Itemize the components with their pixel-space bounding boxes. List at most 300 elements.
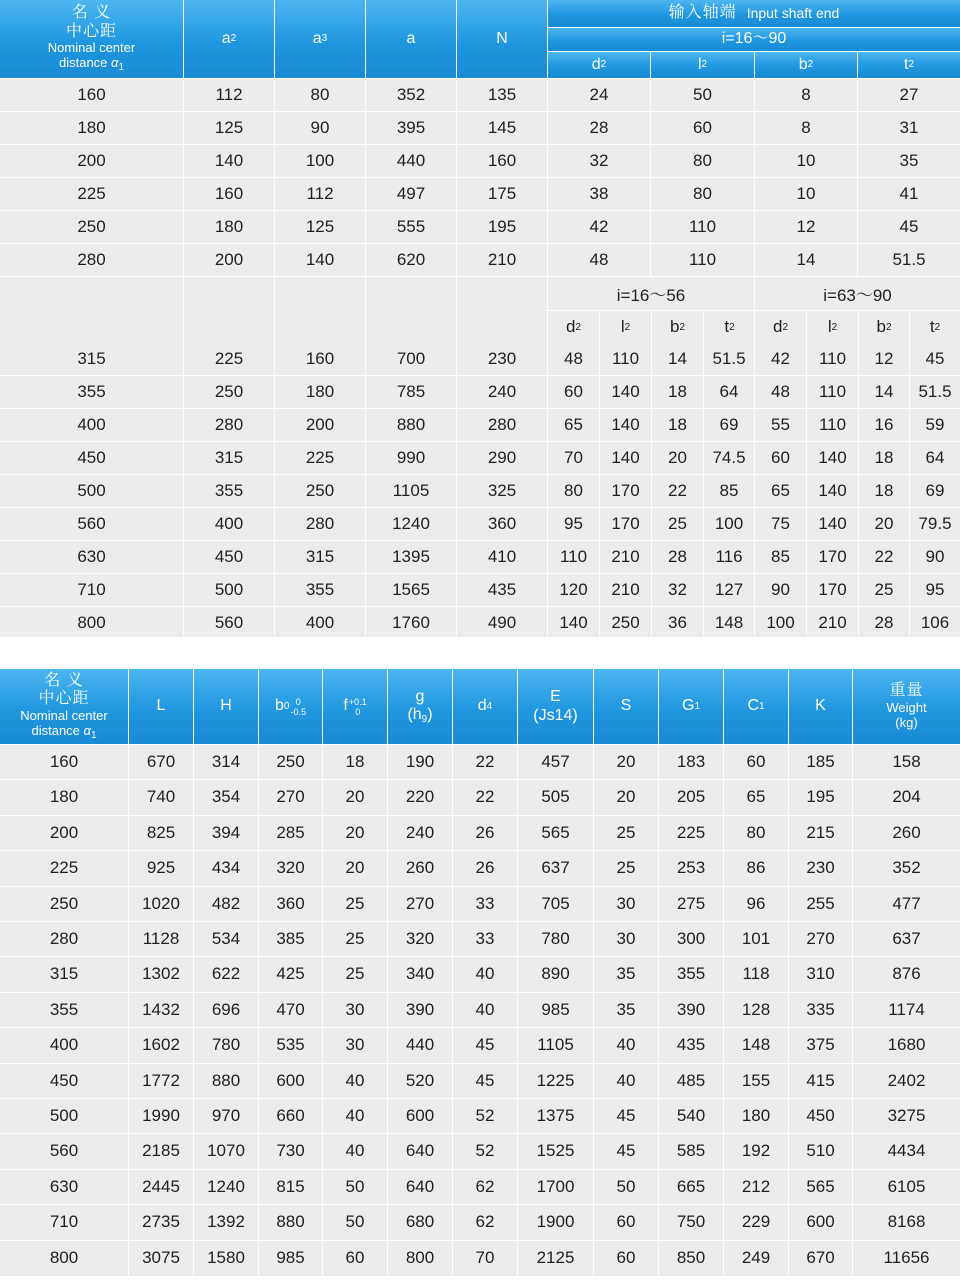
table2-cell: 2125 (536, 1248, 575, 1267)
grid-hline (0, 1063, 960, 1064)
table2-cell: 640 (405, 1177, 435, 1196)
table1-cell: 59 (925, 415, 945, 434)
table1-cell: 28 (668, 547, 687, 566)
table1-cell: 148 (714, 613, 744, 632)
table2-cell: 45 (475, 1035, 495, 1054)
table2-cell: 40 (616, 1071, 636, 1090)
table2-cell: 148 (741, 1035, 771, 1054)
alpha-sub: 1 (118, 62, 125, 74)
table1-cell: 80 (693, 184, 712, 203)
table1-cell: 100 (305, 151, 335, 170)
table1-cell: 48 (589, 250, 609, 269)
table2-cell: 565 (806, 1177, 835, 1196)
table1-cell: 112 (215, 85, 243, 104)
table1-cell: 8 (801, 118, 811, 137)
table2-cell: 780 (211, 1035, 241, 1054)
grid-vline (857, 79, 858, 277)
table2-cell: 534 (211, 929, 241, 948)
ratio-low-label (548, 277, 754, 310)
table2-cell: 270 (405, 894, 435, 913)
table1-cell: 70 (564, 448, 583, 467)
header-b2-sub: 2 (807, 59, 814, 71)
table1-cell: 355 (77, 382, 106, 401)
t2-g-tol-sub: 9 (421, 713, 428, 725)
table2-cell: 249 (741, 1248, 771, 1267)
ratio-low-text: i=16～56 (616, 286, 686, 305)
table2-cell: 40 (345, 1106, 365, 1125)
table1-cell: 250 (214, 382, 244, 401)
sub-t2-low-text: t (724, 317, 730, 336)
table2-cell: 394 (211, 823, 241, 842)
table1-cell: 110 (818, 382, 847, 401)
grid-hline (0, 210, 960, 211)
table1-cell: 79.5 (918, 514, 952, 533)
table2-cell: 275 (676, 894, 706, 913)
table2-cell: 2735 (142, 1212, 180, 1231)
table1-cell: 175 (487, 184, 517, 203)
table1-cell: 210 (487, 250, 517, 269)
ratio-high-label (755, 277, 960, 310)
table1-cell: 35 (899, 151, 919, 170)
sub-l2-low-text: l (620, 317, 625, 336)
table2-cell: 40 (475, 964, 495, 983)
table1-cell: 200 (77, 151, 106, 170)
sub-t2-low-sub: 2 (729, 321, 735, 333)
table1-cell: 315 (305, 547, 335, 566)
grid-vline (858, 310, 859, 637)
table2-cell: 35 (616, 1000, 636, 1019)
table1-cell: 140 (611, 382, 640, 401)
table1-cell: 85 (719, 481, 739, 500)
sub-d2-low-text: d (565, 317, 576, 336)
table2-cell: 2402 (887, 1071, 926, 1090)
grid-vline (183, 79, 184, 637)
header-ratio-all-text: i=16～90 (721, 30, 787, 48)
grid-hline (0, 540, 960, 541)
sub-b2-high-sub: 2 (885, 321, 892, 333)
table1-cell: 25 (668, 514, 687, 533)
t2-alpha-symbol: α (83, 722, 91, 738)
grid-hline (0, 992, 960, 993)
table1-cell: 10 (796, 184, 816, 203)
t2-header-C1 (724, 669, 788, 744)
table2-cell: 25 (616, 823, 636, 842)
table1-cell: 140 (818, 514, 847, 533)
header-N (457, 0, 547, 78)
table2-cell: 86 (746, 858, 766, 877)
t2-header-weight-unit: (kg) (895, 714, 918, 730)
table2-cell: 390 (676, 1000, 706, 1019)
table1-cell: 500 (77, 481, 106, 500)
table2-cell: 212 (741, 1177, 771, 1196)
table2-cell: 8168 (887, 1212, 926, 1231)
table1-cell: 180 (77, 118, 106, 137)
table1-cell: 1105 (392, 481, 430, 500)
table2-cell: 385 (276, 929, 305, 948)
table2-cell: 285 (276, 823, 305, 842)
table1-cell: 785 (396, 382, 426, 401)
table2-cell: 1432 (142, 1000, 180, 1019)
sub-t2-high (910, 311, 960, 343)
table1-cell: 1240 (392, 514, 430, 533)
table1-cell: 240 (487, 382, 517, 401)
table2-cell: 128 (741, 1000, 771, 1019)
table2-cell: 20 (345, 858, 365, 877)
table2-cell: 585 (676, 1141, 706, 1160)
table2-cell: 22 (475, 787, 495, 806)
table1-cell: 55 (771, 415, 790, 434)
table1-cell: 200 (214, 250, 244, 269)
table2-cell: 440 (405, 1035, 435, 1054)
table2-cell: 1900 (536, 1212, 575, 1231)
header-center-en2-text: distance (58, 55, 108, 71)
header-a2 (184, 0, 274, 78)
t2-header-H (194, 669, 258, 744)
sub-b2-high-text: b (876, 317, 886, 336)
table1-cell: 450 (77, 448, 106, 467)
sub-b2-low-sub: 2 (679, 321, 686, 333)
grid-hline (0, 408, 960, 409)
t2-header-g (388, 669, 452, 744)
table1-cell: 315 (77, 349, 106, 368)
table1-cell: 116 (715, 547, 743, 566)
table2-cell: 1680 (887, 1035, 926, 1054)
sub-l2-high-sub: 2 (831, 321, 838, 333)
t2-header-f0-tolerance (349, 697, 367, 717)
table2-cell: 205 (676, 787, 706, 806)
table2-cell: 30 (345, 1000, 365, 1019)
table1-cell: 410 (487, 547, 517, 566)
table2-cell: 2445 (142, 1177, 180, 1196)
header-center-cn2: 中心距 (65, 22, 117, 40)
table2-cell: 637 (892, 929, 921, 948)
table2-cell: 200 (49, 823, 79, 842)
grid-hline (0, 144, 960, 145)
header-center-en1: Nominal center (47, 40, 136, 56)
table1-cell: 280 (214, 415, 244, 434)
table1-cell: 250 (305, 481, 335, 500)
grid-hline (0, 886, 960, 887)
table2-cell: 310 (806, 964, 835, 983)
table2-cell: 970 (211, 1106, 241, 1125)
table1-cell: 69 (719, 415, 739, 434)
table1-cell: 14 (874, 382, 894, 401)
table2-cell: 33 (475, 894, 495, 913)
table2-cell: 1070 (207, 1141, 245, 1160)
table1-cell: 42 (771, 349, 790, 368)
grid-hline (0, 606, 960, 607)
grid-vline (452, 745, 453, 1276)
table2-cell: 500 (49, 1106, 79, 1125)
table1-cell: 18 (668, 382, 687, 401)
table1-cell: 145 (487, 118, 517, 137)
table1-cell: 31 (899, 118, 919, 137)
table1-cell: 10 (796, 151, 816, 170)
table2-cell: 540 (676, 1106, 706, 1125)
table1-cell: 140 (611, 415, 640, 434)
header-a-text: a (406, 29, 416, 47)
header-t2-sub: 2 (908, 59, 914, 71)
table2-cell: 25 (345, 929, 365, 948)
table2-cell: 335 (806, 1000, 835, 1019)
table1-cell: 170 (818, 547, 847, 566)
sub-l2-high (807, 311, 858, 343)
table2-cell: 355 (676, 964, 706, 983)
table1-cell: 51.5 (712, 349, 746, 368)
header-input-cn: 输入轴端 (668, 4, 737, 22)
table2-cell: 850 (676, 1248, 706, 1267)
table1-cell: 352 (396, 85, 426, 104)
table2-cell: 192 (741, 1141, 771, 1160)
table1-cell: 160 (77, 85, 106, 104)
header-input-en: Input shaft end (746, 5, 840, 22)
grid-vline (274, 79, 275, 637)
table1-cell: 1760 (392, 613, 430, 632)
sub-l2-low-sub: 2 (624, 321, 631, 333)
table1-cell: 45 (899, 217, 919, 236)
t2-header-K (789, 669, 852, 744)
table1-cell: 18 (668, 415, 687, 434)
table1-cell: 20 (668, 448, 687, 467)
table2-cell: 260 (892, 823, 921, 842)
table2-cell: 320 (276, 858, 305, 877)
grid-vline (651, 310, 652, 637)
table1-cell: 180 (305, 382, 335, 401)
header-a2-text: a (221, 29, 231, 47)
t2-b0-low: -0.5 (290, 706, 306, 717)
table2-cell: 320 (405, 929, 435, 948)
sub-d2-low (548, 311, 599, 343)
header-t2-text: t (903, 55, 909, 73)
table1-cell: 225 (77, 184, 106, 203)
t2-header-b0-sub: 0 (283, 700, 290, 712)
grid-vline (193, 745, 194, 1276)
grid-hline (0, 441, 960, 442)
table1-cell: 80 (693, 151, 712, 170)
table1-cell: 140 (214, 151, 244, 170)
t2-g-tol-open: (h (407, 705, 422, 723)
table1-cell: 51.5 (892, 250, 926, 269)
table2-cell: 20 (616, 752, 636, 771)
grid-hline (0, 1204, 960, 1205)
grid-hline (0, 573, 960, 574)
table2-cell: 270 (276, 787, 305, 806)
table2-cell: 62 (475, 1177, 495, 1196)
table2-cell: 355 (49, 1000, 79, 1019)
grid-hline (0, 177, 960, 178)
t2-header-b0 (259, 669, 322, 744)
t2-header-G1 (659, 669, 723, 744)
table2-cell: 505 (541, 787, 570, 806)
table1-cell: 440 (396, 151, 426, 170)
table2-cell: 680 (405, 1212, 435, 1231)
table1-cell: 48 (771, 382, 790, 401)
table2-cell: 825 (146, 823, 176, 842)
table1-cell: 195 (487, 217, 517, 236)
t2-header-E-tol: (Js14) (533, 706, 578, 724)
table1-cell: 160 (214, 184, 244, 203)
t2-header-S (594, 669, 658, 744)
table2-cell: 1240 (207, 1177, 245, 1196)
table2-cell: 255 (806, 894, 835, 913)
table2-cell: 40 (345, 1071, 365, 1090)
table1-cell: 27 (899, 85, 919, 104)
grid-hline (0, 1169, 960, 1170)
table2-cell: 60 (345, 1248, 365, 1267)
table2-cell: 155 (741, 1071, 771, 1090)
table1-cell: 170 (818, 580, 847, 599)
table1-cell: 140 (818, 481, 847, 500)
t2-header-C1-text: C (747, 697, 759, 715)
table2-cell: 204 (892, 787, 921, 806)
table2-cell: 876 (892, 964, 921, 983)
sub-d2-high-sub: 2 (782, 321, 789, 333)
t2-header-d4-text: d (477, 697, 487, 715)
table1-cell: 80 (310, 85, 330, 104)
sub-t2-high-text: t (929, 317, 935, 336)
grid-vline (599, 310, 600, 637)
grid-vline (365, 79, 366, 637)
table1-cell: 85 (771, 547, 790, 566)
table2-cell: 1602 (142, 1035, 180, 1054)
table2-cell: 250 (49, 894, 79, 913)
header-a3-sub: 3 (321, 33, 328, 45)
table1-cell: 42 (589, 217, 609, 236)
table1-cell: 280 (487, 415, 517, 434)
table1-cell: 555 (396, 217, 426, 236)
table2-cell: 800 (49, 1248, 79, 1267)
grid-hline (0, 507, 960, 508)
table2-cell: 280 (49, 929, 79, 948)
table2-cell: 800 (405, 1248, 435, 1267)
grid-vline (593, 745, 594, 1276)
table2-cell: 435 (676, 1035, 706, 1054)
table2-cell: 375 (806, 1035, 835, 1054)
table2-cell: 2185 (142, 1141, 180, 1160)
header-l2-text: l (697, 55, 702, 73)
t2-alpha-sub: 1 (90, 729, 97, 741)
table1-cell: 74.5 (712, 448, 746, 467)
table2-cell: 40 (616, 1035, 636, 1054)
table2-cell: 477 (892, 894, 921, 913)
table2-cell: 40 (345, 1141, 365, 1160)
alpha-symbol: α (111, 55, 119, 71)
table1-cell: 24 (589, 85, 609, 104)
table2-cell: 415 (806, 1071, 835, 1090)
table2-cell: 50 (616, 1177, 636, 1196)
sub-b2-high (859, 311, 909, 343)
table2-cell: 50 (345, 1212, 365, 1231)
table2-cell: 740 (146, 787, 176, 806)
grid-vline (754, 277, 755, 310)
grid-vline (723, 745, 724, 1276)
sub-l2-high-text: l (827, 317, 832, 336)
t2-header-L-text: L (156, 697, 166, 715)
table1-cell: 290 (487, 448, 517, 467)
table2-cell: 705 (541, 894, 570, 913)
sub-t2-high-sub: 2 (934, 321, 941, 333)
table2-cell: 30 (345, 1035, 365, 1054)
t2-header-K-text: K (815, 697, 826, 715)
t2-header-E-text: E (550, 688, 561, 706)
grid-vline (387, 745, 388, 1276)
grid-vline (517, 745, 518, 1276)
t2-g-tol-close: ) (427, 705, 433, 723)
table2-cell: 314 (211, 752, 241, 771)
grid-vline (650, 79, 651, 277)
grid-hline (0, 1133, 960, 1134)
header-a2-sub: 2 (230, 33, 237, 45)
table2-cell: 26 (475, 858, 495, 877)
grid-hline (0, 375, 960, 376)
table1-cell: 48 (564, 349, 583, 368)
table2-cell: 20 (345, 823, 365, 842)
table1-cell: 630 (77, 547, 106, 566)
header-l2-sub: 2 (701, 59, 708, 71)
table1-cell: 140 (611, 448, 640, 467)
t2-header-G1-sub: 1 (694, 700, 700, 712)
header-b2 (755, 52, 857, 78)
table1-cell: 500 (214, 580, 244, 599)
grid-hline (0, 243, 960, 244)
sub-b2-low-text: b (669, 317, 680, 336)
table2-cell: 600 (405, 1106, 435, 1125)
table1-cell: 32 (589, 151, 609, 170)
header-input-shaft (548, 0, 960, 27)
table2-cell: 4434 (887, 1141, 926, 1160)
table2-cell: 62 (475, 1212, 495, 1231)
table1-cell: 170 (611, 481, 640, 500)
grid-vline (456, 79, 457, 637)
table1-cell: 160 (305, 349, 335, 368)
table2-cell: 1020 (142, 894, 180, 913)
grid-hline (0, 1240, 960, 1241)
table1-cell: 355 (214, 481, 244, 500)
header-a3 (275, 0, 365, 78)
t2-header-f0 (323, 669, 387, 744)
table1-cell: 400 (305, 613, 335, 632)
table2-cell: 400 (49, 1035, 79, 1054)
header-d2-text: d (591, 55, 601, 73)
table1-cell: 41 (899, 184, 919, 203)
table1-cell: 210 (611, 580, 640, 599)
table1-cell: 135 (487, 85, 517, 104)
t2-header-weight (853, 669, 960, 744)
table2-cell: 985 (276, 1248, 305, 1267)
table1-cell: 250 (611, 613, 640, 632)
t2-header-g-tol (407, 706, 432, 726)
table2-cell: 622 (211, 964, 241, 983)
table1-cell: 990 (396, 448, 426, 467)
table2-cell: 50 (345, 1177, 365, 1196)
table2-cell: 180 (741, 1106, 771, 1125)
sub-d2-high (755, 311, 806, 343)
header-ratio-all (548, 28, 960, 51)
grid-vline (806, 310, 807, 637)
table2-cell: 510 (806, 1141, 835, 1160)
t2-f0-low: 0 (355, 706, 361, 717)
table1-cell: 64 (719, 382, 739, 401)
grid-hline (0, 1027, 960, 1028)
table2-cell: 1302 (142, 964, 180, 983)
table2-cell: 730 (276, 1141, 305, 1160)
table1-cell: 325 (487, 481, 517, 500)
table1-cell: 20 (874, 514, 894, 533)
table1-cell: 18 (874, 448, 894, 467)
table2-cell: 118 (742, 964, 770, 983)
grid-vline (658, 745, 659, 1276)
table1-cell: 560 (77, 514, 106, 533)
